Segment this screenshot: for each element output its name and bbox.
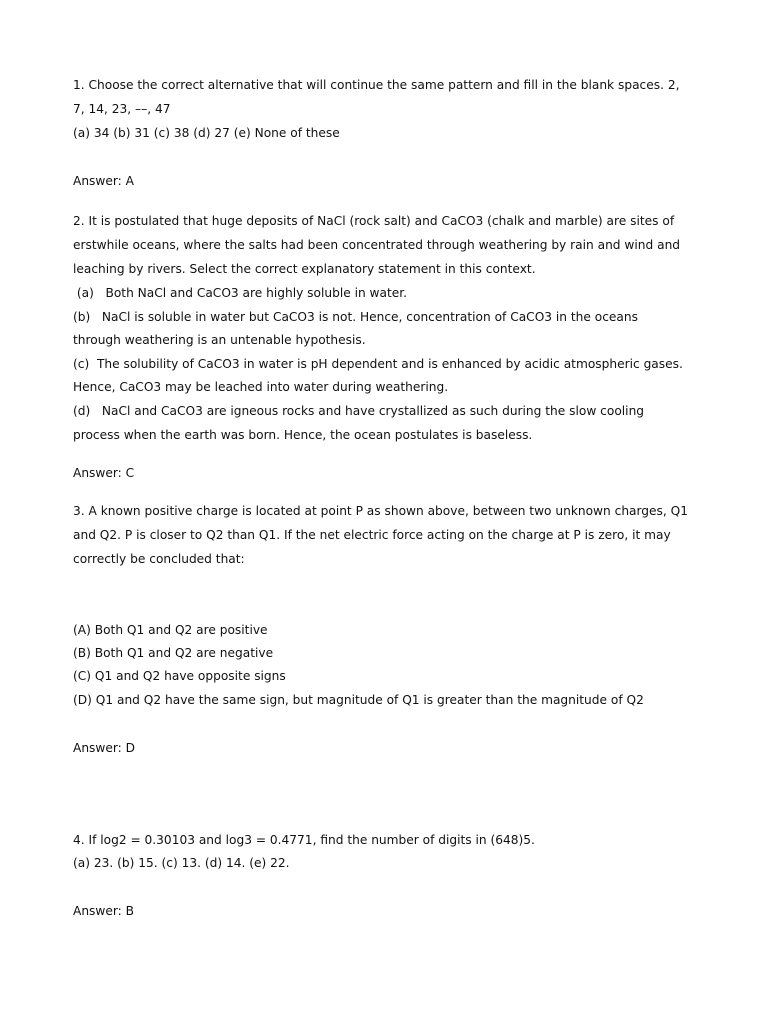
q2-line-2: erstwhile oceans, where the salts had been concentrated through weathering by rain and wind and <box>73 238 681 252</box>
q3-option-d: (D) Q1 and Q2 have the same sign, but magnitude of Q1 is greater than the magnitude of Q2 <box>73 693 644 707</box>
q4-answer: Answer: B <box>73 904 135 918</box>
q2-line-3: leaching by rivers. Select the correct explanatory statement in this context. <box>73 262 536 276</box>
q2-option-a: (a) Both NaCl and CaCO3 are highly soluble in water. <box>73 286 408 300</box>
q2-option-b: (b) NaCl is soluble in water but CaCO3 is not. Hence, concentration of CaCO3 in the oceans <box>73 310 638 324</box>
q2-option-c: (c) The solubility of CaCO3 in water is pH dependent and is enhanced by acidic atmospheric gases. <box>73 357 683 371</box>
q2-option-d-cont: process when the earth was born. Hence, the ocean postulates is baseless. <box>73 428 533 442</box>
q1-line-1: 1. Choose the correct alternative that will continue the same pattern and fill in the blank spaces. 2, <box>73 78 680 92</box>
q1-line-2: 7, 14, 23, ––, 47 <box>73 102 171 116</box>
q4-options: (a) 23. (b) 15. (c) 13. (d) 14. (e) 22. <box>73 856 290 870</box>
q2-line-1: 2. It is postulated that huge deposits of NaCl (rock salt) and CaCO3 (chalk and marble) are sites of <box>73 214 675 228</box>
q4-line-1: 4. If log2 = 0.30103 and log3 = 0.4771, find the number of digits in (648)5. <box>73 833 535 847</box>
q3-option-b: (B) Both Q1 and Q2 are negative <box>73 646 274 660</box>
q3-line-1: 3. A known positive charge is located at point P as shown above, between two unknown charges, Q1 <box>73 504 688 518</box>
q3-line-2: and Q2. P is closer to Q2 than Q1. If the net electric force acting on the charge at P is zero, it may <box>73 528 671 542</box>
q1-answer: Answer: A <box>73 174 134 188</box>
q2-option-c-cont: Hence, CaCO3 may be leached into water during weathering. <box>73 380 449 394</box>
q3-option-a: (A) Both Q1 and Q2 are positive <box>73 623 268 637</box>
q3-answer: Answer: D <box>73 741 136 755</box>
q1-options: (a) 34 (b) 31 (c) 38 (d) 27 (e) None of these <box>73 126 340 140</box>
q2-option-b-cont: through weathering is an untenable hypothesis. <box>73 333 366 347</box>
q3-line-3: correctly be concluded that: <box>73 552 245 566</box>
q2-answer: Answer: C <box>73 466 135 480</box>
q3-option-c: (C) Q1 and Q2 have opposite signs <box>73 669 286 683</box>
q2-option-d: (d) NaCl and CaCO3 are igneous rocks and have crystallized as such during the slow cooling <box>73 404 645 418</box>
